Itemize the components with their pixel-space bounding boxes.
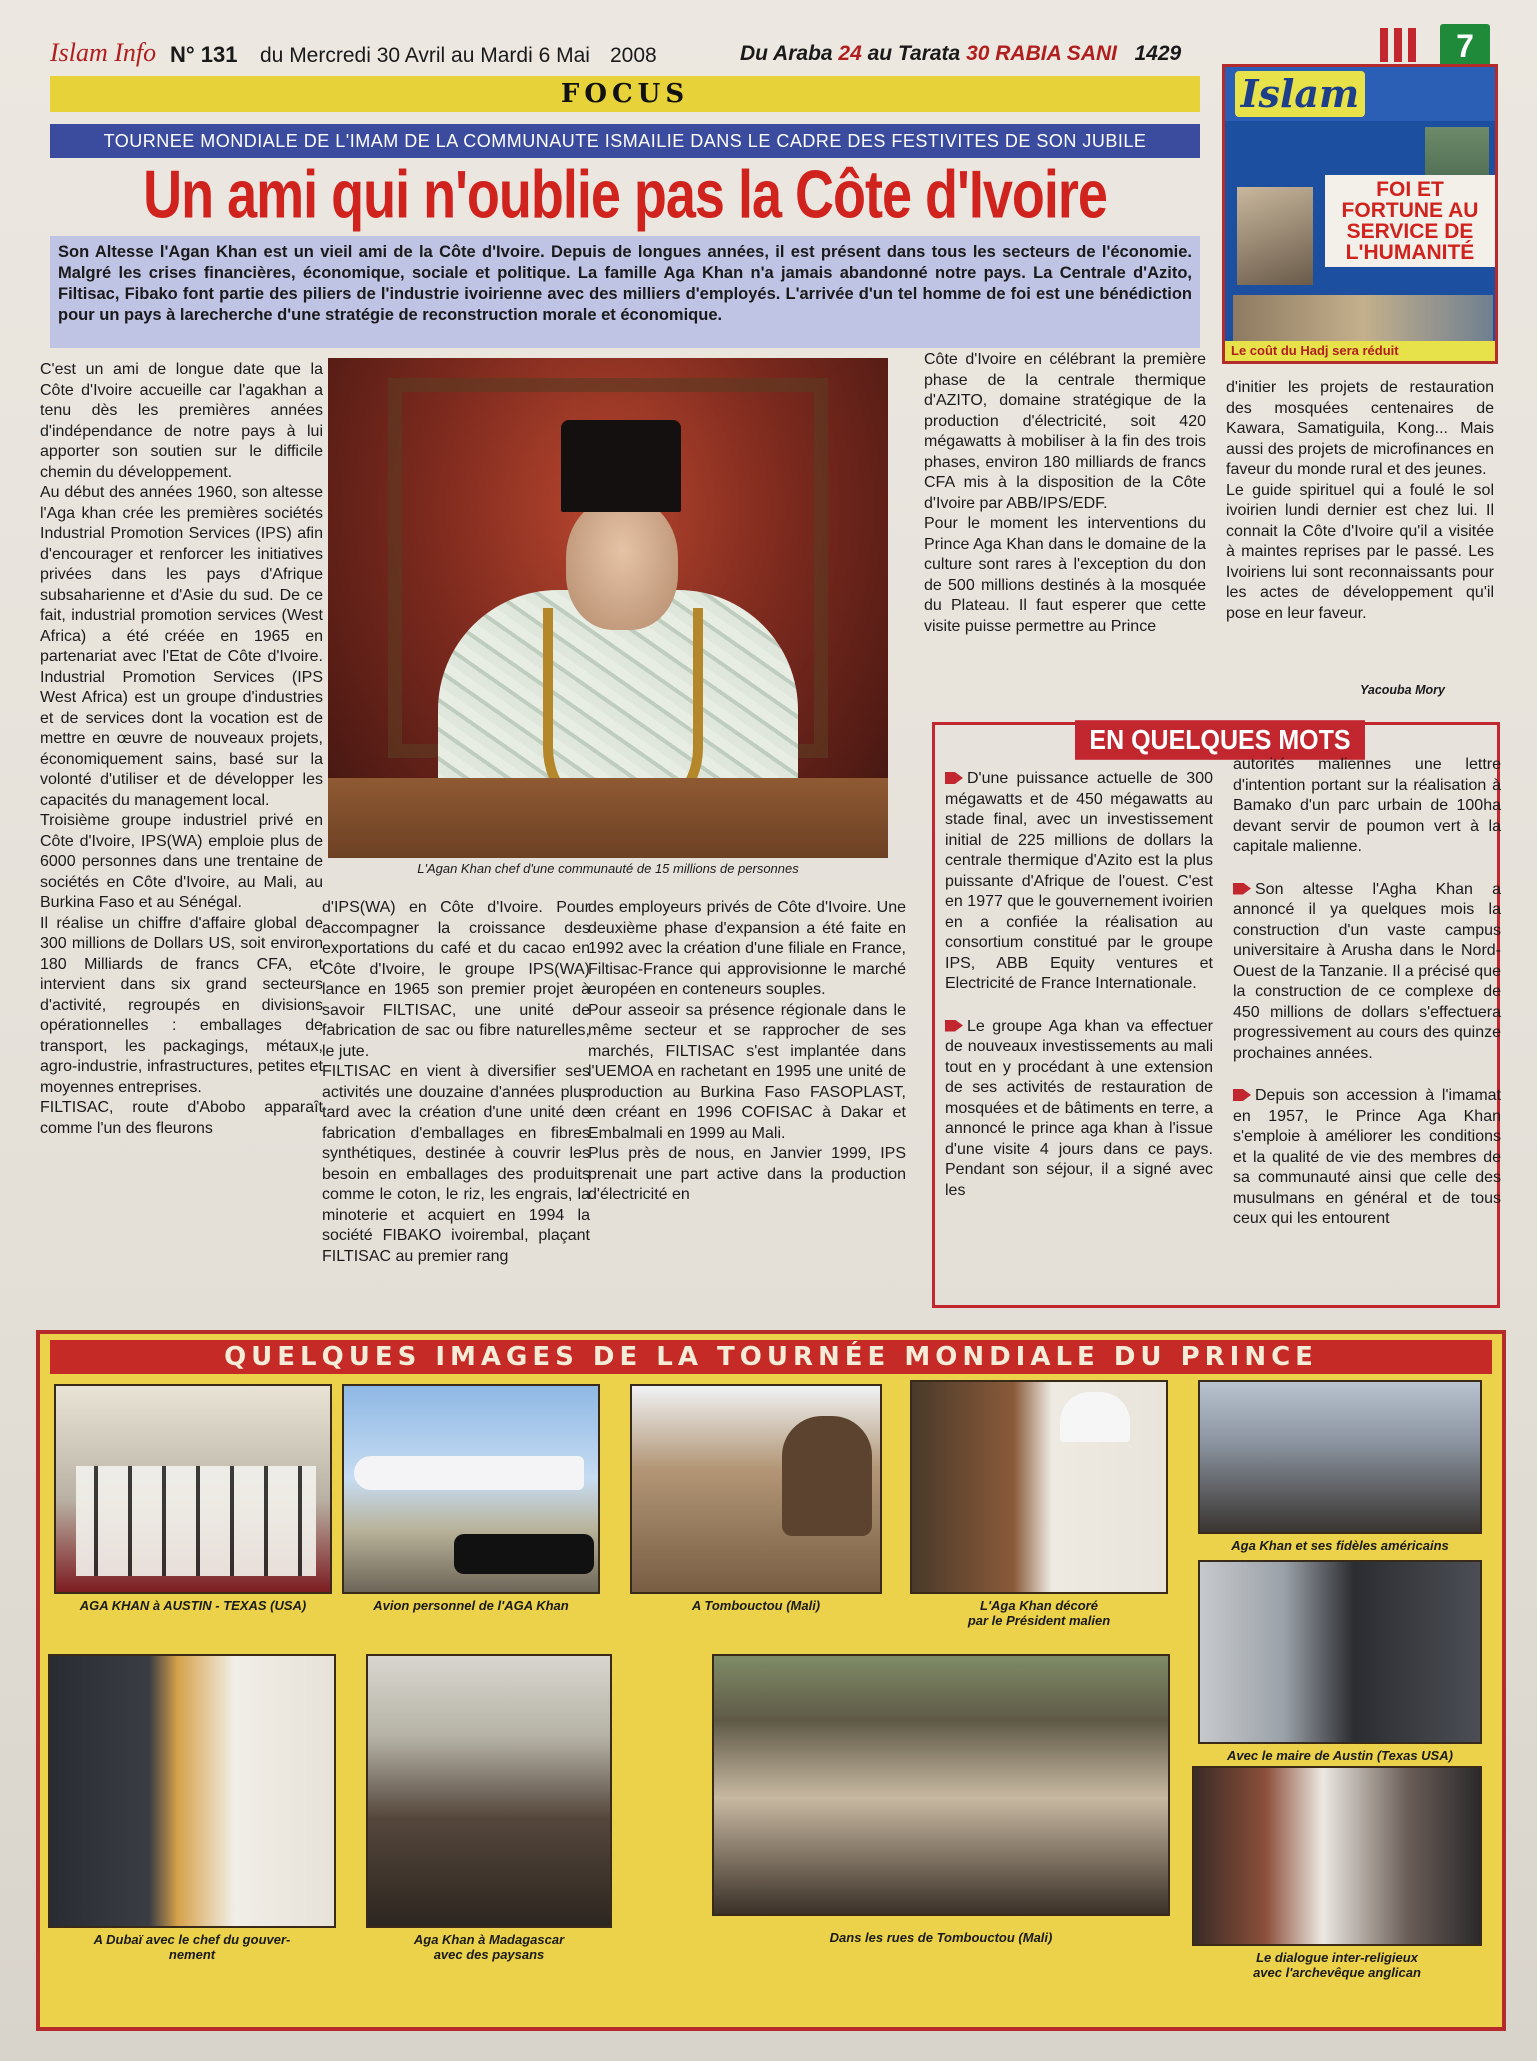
hijri-part: 24 <box>838 42 862 65</box>
photo-tombouctou <box>630 1384 882 1594</box>
caption-line: A Dubaï avec le chef du gouver- <box>93 1932 291 1947</box>
cover-photo-strip <box>1233 295 1493 345</box>
article-column-2 <box>322 898 590 1267</box>
photo-madagascar <box>366 1654 612 1928</box>
hijri-date <box>740 42 1181 66</box>
photo-dubai <box>48 1654 336 1928</box>
box-item-text: Depuis son accession à l'imamat en 1957, le Prince Aga Khan s'emploie à améliorer les conditions et la qualité de vie des membres de sa communauté ainsi que celle des musulmans en général et de tous ceux qui les entourent <box>1233 1087 1501 1227</box>
arrow-bullet-icon <box>1233 1089 1251 1101</box>
paragraph: Il réalise un chiffre d'affaire global de 300 millions de Dollars US, soit environ 180 Milliards de francs CFA, et intervient dans six grand secteurs d'activité, regroupés en divisions opérationnelles : emballages de transport, les packagings, métaux, agro-industrie, infrastructures, petites et moyennes entreprises. <box>40 914 323 1096</box>
paragraph: Troisième groupe industriel privé en Côte d'Ivoire, IPS(WA) emploie plus de 6000 personnes dans une trentaine de sociétés en Côte d'Ivoire, au Mali, au Burkina Faso et au Sénégal. <box>40 812 323 911</box>
photo-plane <box>342 1384 600 1594</box>
cover-logo: Islam <box>1235 71 1365 117</box>
paragraph: d'IPS(WA) en Côte d'Ivoire. Pour accompagner la croissance des exportations du café et du cacao en Côte d'Ivoire, le groupe IPS(WA) lance en 1965 son premier projet à savoir FILTISAC, une unité de fabrication de sac ou fibre naturelles, le jute. <box>322 899 590 1060</box>
issue-dates: du Mercredi 30 Avril au Mardi 6 Mai <box>260 44 590 67</box>
box-item <box>945 769 1213 995</box>
caption-plane: Avion personnel de l'AGA Khan <box>373 1598 569 1613</box>
caption-line: par le Président malien <box>967 1613 1111 1628</box>
paragraph: FILTISAC, route d'Abobo apparaît comme l'un des fleurons <box>40 1099 323 1137</box>
hijri-part: Du Araba <box>740 42 833 65</box>
caption-dubai <box>48 1932 336 1962</box>
photo-decoration <box>910 1380 1168 1594</box>
caption-madagascar <box>366 1932 612 1962</box>
caption-line: avec l'archevêque anglican <box>1253 1965 1421 1980</box>
magazine-cover-image <box>1222 64 1498 364</box>
article-column-3-top <box>924 350 1206 637</box>
sidebar-box <box>932 722 1500 1308</box>
arrow-bullet-icon <box>945 1020 963 1032</box>
paragraph: des employeurs privés de Côte d'Ivoire. Une deuxième phase d'expansion a été faite en 1992 avec la création d'une filiale en France, Filtisac-France qui approvisionne le marché européen en conteneurs souples. <box>588 899 906 998</box>
box-item <box>1233 1086 1501 1230</box>
caption-line: Le dialogue inter-religieux <box>1256 1950 1418 1965</box>
paragraph: Au début des années 1960, son altesse l'Aga khan crée les premières sociétés Industrial Promotion Services (IPS) afin d'encourager et renforcer les initiatives privées dans les pays d'Afrique subsaharienne et d'Asie du sud. De ce fait, industrial promotion services (West Africa) a été créée en 1965 en partenariat avec l'Etat de Côte d'Ivoire. Industrial Promotion Services (IPS West Africa) est un groupe d'industries et de services dont la vocation est de mettre en œuvre de nouveaux projets, économiquement sains, basé sur la volonté d'utiliser et de développer les capacités du management local. <box>40 484 323 809</box>
cover-portrait <box>1237 187 1313 285</box>
photo-fideles <box>1198 1380 1482 1534</box>
caption-line: Aga Khan à Madagascar <box>413 1932 565 1947</box>
caption-rues: Dans les rues de Tombouctou (Mali) <box>829 1930 1053 1945</box>
box-item-text: Son altesse l'Agha Khan a annoncé il ya quelques mois la construction d'un vaste campus universitaire à Arusha dans le Nord- Ouest de la Tanzanie. Il a précisé que la construction de ce complexe de 450 millions de dollars s'effectuera progressivement au cours des quinze prochaines années. <box>1233 880 1501 1062</box>
gallery-title: QUELQUES IMAGES DE LA TOURNÉE MONDIALE DU PRINCE <box>50 1340 1492 1374</box>
page-header <box>50 22 1490 66</box>
hijri-part: au Tarata <box>867 42 961 65</box>
paragraph: Plus près de nous, en Janvier 1999, IPS prenait une part active dans la production d'électricité en <box>588 1145 906 1203</box>
lede: Son Altesse l'Agan Khan est un vieil ami de la Côte d'Ivoire. Depuis de longues années, il est présent dans tous les secteurs de l'économie. Malgré les crises financières, économique, sociale et politique. La famille Aga Khan n'a jamais abandonné notre pays. La Centrale d'Azito, Filtisac, Fibako font partie des piliers de l'industrie ivoirienne avec des milliers d'employés. L'arrivée d'un tel homme de foi est une bénédiction pour un pays à larecherche d'une stratégie de reconstruction morale et économique. <box>50 236 1200 348</box>
headline: Un ami qui n'oublie pas la Côte d'Ivoire <box>143 157 1107 233</box>
photo-austin <box>54 1384 332 1594</box>
photo-gallery <box>36 1330 1506 2031</box>
paragraph: Côte d'Ivoire en célébrant la première phase de la centrale thermique d'AZITO, domaine stratégique de la production d'électricité, soit 420 mégawatts à mobiliser à la fin des trois phases, environ 180 milliards de francs CFA mis à la disposition de la Côte d'Ivoire par ABB/IPS/EDF. <box>924 351 1206 512</box>
section-label: FOCUS <box>50 76 1200 112</box>
article-column-1 <box>40 360 323 1139</box>
arrow-bullet-icon <box>1233 883 1251 895</box>
page-number: 7 <box>1440 24 1490 68</box>
caption-tombouctou: A Tombouctou (Mali) <box>691 1598 821 1613</box>
hijri-part: 30 RABIA SANI <box>966 42 1117 65</box>
box-item <box>1233 880 1501 1065</box>
paragraph: Pour asseoir sa présence régionale dans le même secteur et se rapprocher de ses marchés, FILTISAC s'est implantée dans l'UEMOA en rachetant en 1995 une unité de production au Burkina Faso FASOPLAST, en créant en 1996 COFISAC à Dakar et Embalmali en 1999 au Mali. <box>588 1001 906 1142</box>
kicker: TOURNEE MONDIALE DE L'IMAM DE LA COMMUNAUTE ISMAILIE DANS LE CADRE DES FESTIVITES DE SON JUBILE <box>50 124 1200 158</box>
cover-footer: Le coût du Hadj sera réduit <box>1225 341 1495 361</box>
hijri-part: 1429 <box>1134 42 1182 65</box>
box-column-right <box>1233 755 1501 1252</box>
photo-rues-tombouctou <box>712 1654 1170 1916</box>
caption-decoration <box>910 1598 1168 1628</box>
publication-name: Islam Info <box>50 38 157 67</box>
byline: Yacouba Mory <box>1360 683 1445 697</box>
paragraph: C'est un ami de longue date que la Côte d'Ivoire accueille car l'agakhan a tenu dès les premières années d'indépendance de notre pays à lui apporter son soutien sur le difficile chemin du développement. <box>40 361 323 481</box>
caption-line: avec des paysans <box>433 1947 545 1962</box>
issue-year: 2008 <box>610 44 657 67</box>
paragraph: d'initier les projets de restauration des mosquées centenaires de Kawara, Samatiguila, Kong... Mais aussi des projets de microfinances en faveur du monde rural et des jeunes. <box>1226 379 1494 478</box>
decorative-bars <box>1380 28 1430 62</box>
paragraph: FILTISAC en vient à diversifier ses activités une douzaine d'années plus tard avec la création d'une unité de fabrication d'emballages en fibres synthétiques, destinée à couvrir les besoin en emballages des produits comme le coton, le riz, les engrais, la minoterie et acquiert en 1994 la société FIBAKO ivoirembal, plaçant FILTISAC au premier rang <box>322 1063 590 1265</box>
article-column-3 <box>588 898 906 1206</box>
main-photo <box>328 358 888 858</box>
issue-number: N° 131 <box>170 42 238 67</box>
caption-fideles: Aga Khan et ses fidèles américains <box>1231 1538 1449 1553</box>
caption-austin: AGA KHAN à AUSTIN - TEXAS (USA) <box>79 1598 307 1613</box>
cover-headline: FOI ET FORTUNE AU SERVICE DE L'HUMANITÉ <box>1325 175 1495 267</box>
box-column-left <box>945 769 1213 1223</box>
paragraph: Pour le moment les interventions du Prince Aga Khan dans le domaine de la culture sont rares à l'exception du don de 500 millions destinés à la mosquée du Plateau. Il faut esperer que cette visite puisse permettre au Prince <box>924 515 1206 635</box>
box-item-text: D'une puissance actuelle de 300 mégawatts et de 450 mégawatts au stade final, avec un investissement initial de 225 millions de dollars la centrale thermique d'Azito est la plus puissante d'Afrique de l'ouest. C'est en 1977 que le gouvernement ivoirien en a confiée la réalisation au consortium constitué par le groupe IPS, ABB Equity ventures et Electricité de France Internationale. <box>945 770 1213 992</box>
paragraph: Le guide spirituel qui a foulé le sol ivoirien lundi dernier est chez lui. Il connait la Côte d'Ivoire qu'il a visitée à maintes reprises par le passé. Les Ivoiriens lui sont reconnaissants pour les actes de développement qu'il pose en leur faveur. <box>1226 481 1494 622</box>
cover-banner <box>1225 67 1495 121</box>
photo-maire <box>1198 1560 1482 1744</box>
article-column-4 <box>1226 378 1494 624</box>
box-item <box>945 1017 1213 1202</box>
caption-dialogue <box>1192 1950 1482 1980</box>
main-photo-caption: L'Agan Khan chef d'une communauté de 15 millions de personnes <box>417 861 799 876</box>
caption-line: L'Aga Khan décoré <box>980 1598 1098 1613</box>
caption-maire: Avec le maire de Austin (Texas USA) <box>1227 1748 1453 1763</box>
arrow-bullet-icon <box>945 772 963 784</box>
box-item-continued: autorités maliennes une lettre d'intention portant sur la réalisation à Bamako d'un parc urbain de 100ha devant servir de poumon vert à la capitale malienne. <box>1233 756 1501 855</box>
box-item-text: Le groupe Aga khan va effectuer de nouveaux investissements au mali tout en y procédant à une extension de ses activités de restauration de mosquées et de bâtiments en terre, a annoncé le prince aga khan à l'issue d'une visite 4 jours dans ce pays. Pendant son séjour, il a signé avec les <box>945 1017 1213 1199</box>
caption-line: nement <box>168 1947 216 1962</box>
box-title: EN QUELQUES MOTS <box>1075 720 1365 760</box>
photo-dialogue <box>1192 1766 1482 1946</box>
